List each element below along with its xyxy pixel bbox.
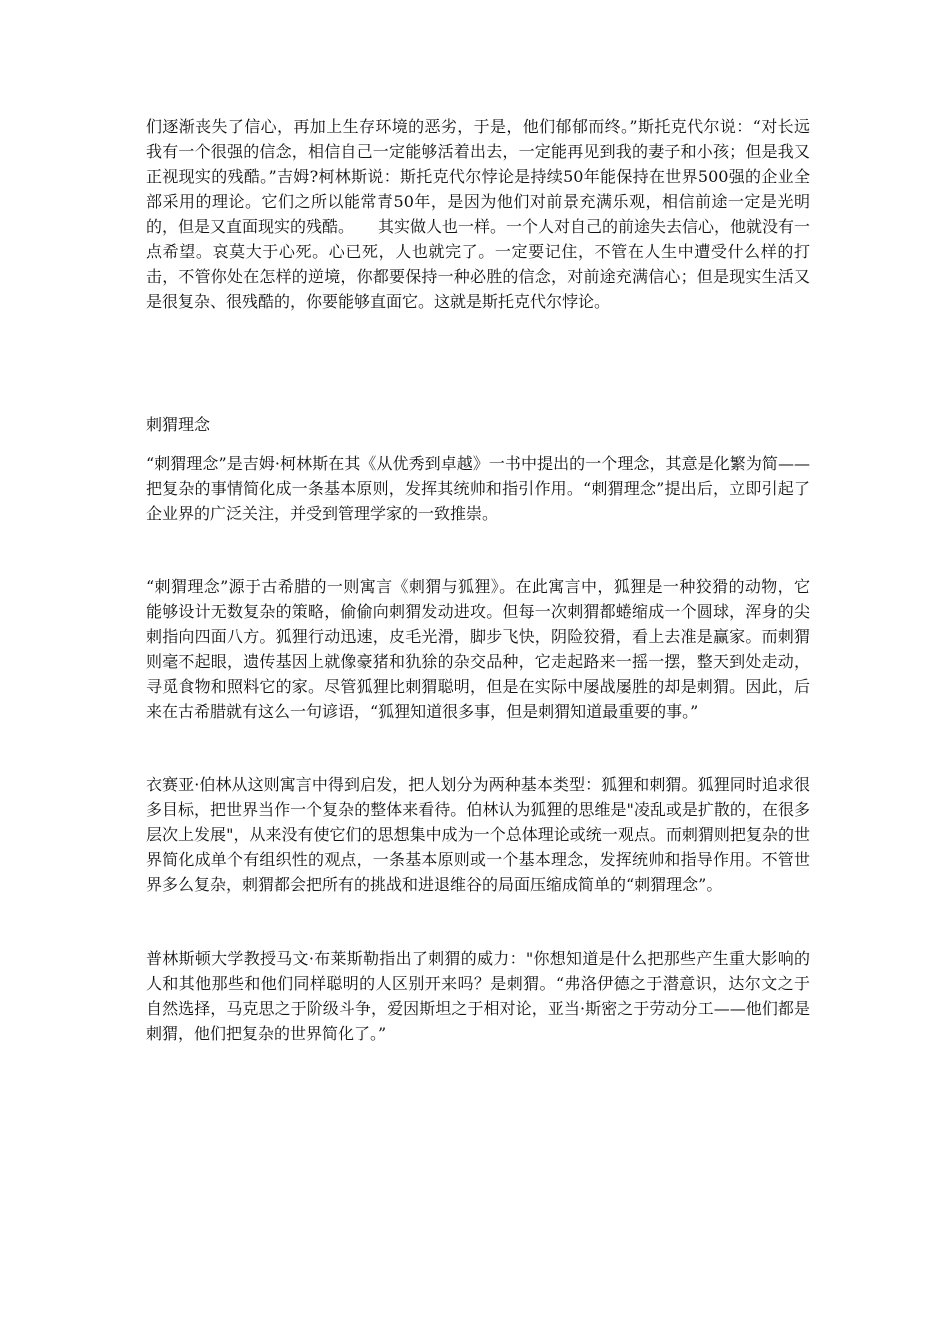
section-heading: 刺猬理念: [146, 415, 211, 434]
paragraph-berlin: 衣赛亚·伯林从这则寓言中得到启发，把人划分为两种基本类型：狐狸和刺猬。狐狸同时追求很多目标，把世界当作一个复杂的整体来看待。伯林认为狐狸的思维是"凌乱或是扩散的，在很多层次上发展"，从来没有使它们的思想集中成为一个总体理论或统一观点。而刺猬则把复杂的世界简化成单个有组织性的观点，一条基本原则或一个基本理念，发挥统帅和指导作用。不管世界多么复杂，刺猬都会把所有的挑战和进退维谷的局面压缩成简单的“刺猬理念”。: [146, 775, 810, 894]
document-page: [146, 114, 810, 1046]
paragraph-fable: “刺猬理念”源于古希腊的一则寓言《刺猬与狐狸》。在此寓言中，狐狸是一种狡猾的动物，它能够设计无数复杂的策略，偷偷向刺猬发动进攻。但每一次刺猬都蜷缩成一个圆球，浑身的尖刺指向四面八方。狐狸行动迅速，皮毛光滑，脚步飞快，阴险狡猾，看上去准是赢家。而刺猬则毫不起眼，遗传基因上就像豪猪和犰狳的杂交品种，它走起路来一摇一摆，整天到处走动，寻觅食物和照料它的家。尽管狐狸比刺猬聪明，但是在实际中屡战屡胜的却是刺猬。因此，后来在古希腊就有这么一句谚语，“狐狸知道很多事，但是刺猬知道最重要的事。”: [146, 577, 810, 721]
paragraph-breisler: 普林斯顿大学教授马文·布莱斯勒指出了刺猬的威力："你想知道是什么把那些产生重大影响的人和其他那些和他们同样聪明的人区别开来吗？是刺猬。“弗洛伊德之于潜意识，达尔文之于自然选择，马克思之于阶级斗争，爱因斯坦之于相对论，亚当·斯密之于劳动分工——他们都是刺猬，他们把复杂的世界简化了。”: [146, 949, 810, 1043]
intro-paragraph: 们逐渐丧失了信心，再加上生存环境的恶劣，于是，他们郁郁而终。”斯托克代尔说：“对长远我有一个很强的信念，相信自己一定能够活着出去，一定能再见到我的妻子和小孩；但是我又正视现实的残酷。”吉姆?柯林斯说：斯托克代尔悖论是持续50年能保持在世界500强的企业全部采用的理论。它们之所以能常青50年，是因为他们对前景充满乐观，相信前途一定是光明的，但是又直面现实的残酷。 其实做人也一样。一个人对自己的前途失去信心，他就没有一点希望。哀莫大于心死。心已死，人也就完了。一定要记住，不管在人生中遭受什么样的打击，不管你处在怎样的逆境，你都要保持一种必胜的信念，对前途充满信心；但是现实生活又是很复杂、很残酷的，你要能够直面它。这就是斯托克代尔悖论。: [146, 117, 811, 311]
paragraph-definition: “刺猬理念”是吉姆·柯林斯在其《从优秀到卓越》一书中提出的一个理念，其意是化繁为简——把复杂的事情简化成一条基本原则，发挥其统帅和指引作用。“刺猬理念”提出后，立即引起了企业界的广泛关注，并受到管理学家的一致推崇。: [146, 454, 810, 523]
